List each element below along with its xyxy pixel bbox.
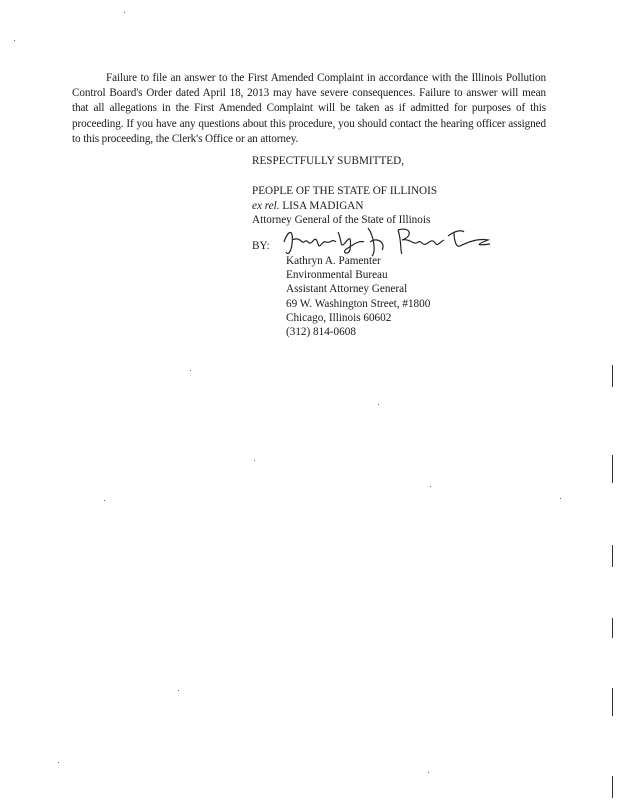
scan-speck — [178, 690, 179, 691]
scan-speck — [254, 460, 255, 461]
signer-title: Assistant Attorney General — [286, 283, 408, 296]
scan-speck — [124, 12, 125, 13]
scan-speck — [104, 500, 105, 501]
scan-speck — [430, 486, 431, 487]
signer-street: 69 W. Washington Street, #1800 — [286, 297, 431, 310]
scan-mark — [612, 365, 613, 387]
signer-phone: (312) 814-0608 — [286, 326, 356, 339]
scan-mark — [612, 545, 613, 567]
signer-name: Kathryn A. Pamenter — [286, 255, 381, 267]
scan-speck — [190, 370, 191, 371]
scan-speck — [560, 498, 561, 499]
scan-speck — [14, 40, 15, 41]
ex-rel-label: ex rel. — [252, 199, 280, 212]
scan-mark — [612, 688, 613, 716]
closing-line: RESPECTFULLY SUBMITTED, — [252, 155, 404, 167]
attorney-general-title: Attorney General of the State of Illinois — [252, 214, 431, 226]
signer-block — [286, 254, 430, 339]
scan-speck — [58, 762, 59, 763]
scan-mark — [612, 455, 613, 483]
signer-bureau: Environmental Bureau — [286, 269, 388, 282]
party-name: PEOPLE OF THE STATE OF ILLINOIS — [252, 185, 438, 197]
body-paragraph: Failure to file an answer to the First Amended Complaint in accordance with the Illinois Pollution Control Board's Order dated April 18, 2013 may have severe consequences. Failure to answer will mean that all allegations in the First Amended Complaint will be taken as if admitted for purposes of this proceeding. If you have any questions about this procedure, you should contact the hearing officer assigned to this proceeding, the Clerk's Office or an attorney. — [72, 72, 546, 145]
scan-speck — [428, 772, 429, 773]
ex-rel-line — [252, 199, 437, 214]
scan-mark — [612, 618, 613, 638]
party-block — [252, 184, 437, 228]
signer-city: Chicago, Illinois 60602 — [286, 311, 392, 324]
attorney-general-name: LISA MADIGAN — [279, 199, 364, 212]
by-label: BY: — [252, 240, 270, 252]
scan-speck — [378, 404, 379, 405]
scan-mark — [612, 776, 613, 798]
